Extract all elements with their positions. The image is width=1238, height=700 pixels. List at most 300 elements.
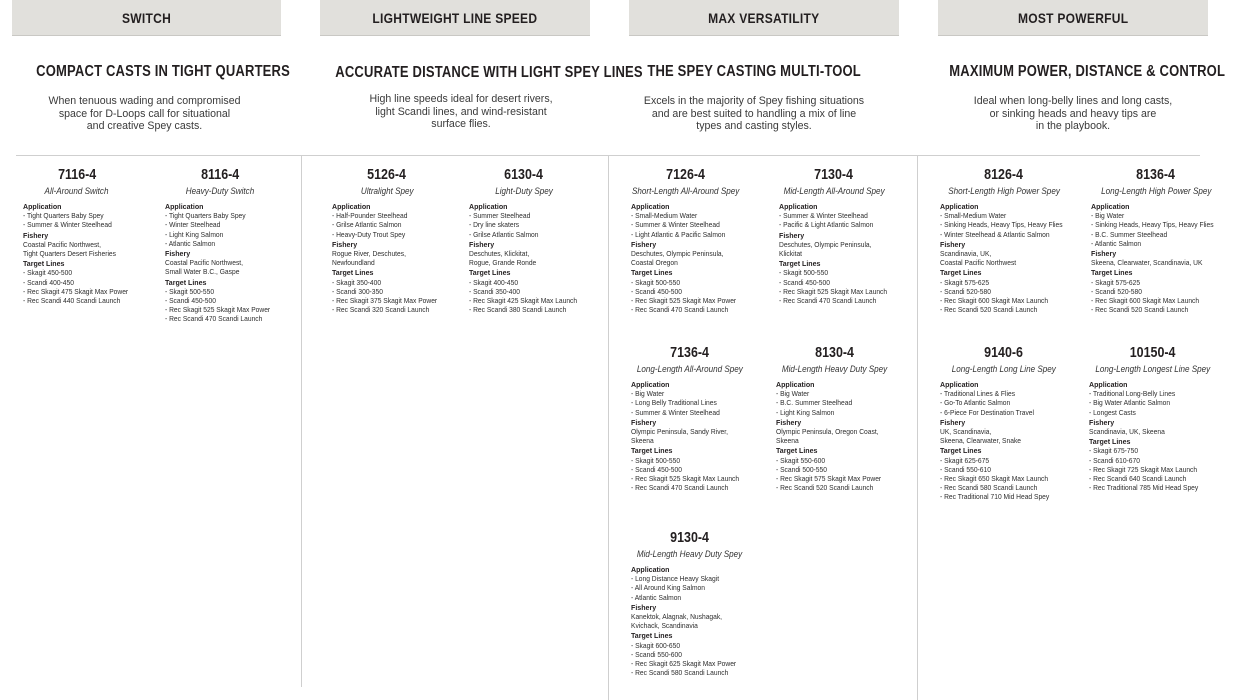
spec-line: - Scandi 550-600: [631, 649, 682, 659]
target-lines-item: [1091, 287, 1238, 296]
section-heading: Application: [165, 202, 204, 211]
rod-type-label: Mid-Length Heavy Duty Spey: [637, 549, 743, 559]
application-item: [779, 211, 929, 220]
application-label: [631, 202, 781, 211]
rod-model-number: 8130-4: [815, 345, 855, 361]
spec-line: - Rec Scandi 520 Scandi Launch: [1091, 305, 1189, 315]
spec-line: UK, Scandinavia,: [940, 427, 992, 437]
spec-line: - Traditional Long-Belly Lines: [1089, 389, 1176, 399]
spec-line: - Skagit 500-550: [779, 268, 829, 278]
target-lines-label: [1089, 437, 1238, 446]
spec-line: - Rec Skagit 600 Skagit Max Launch: [1091, 296, 1200, 306]
target-lines-item: [940, 278, 1090, 287]
spec-line: - Scandi 500-550: [776, 464, 827, 474]
column-title: ACCURATE DISTANCE WITH LIGHT SPEY LINES: [335, 64, 643, 81]
rod-model: [1066, 167, 1238, 184]
application-item: [1091, 211, 1238, 220]
target-lines-item: [631, 287, 781, 296]
column-description: High line speeds ideal for desert rivers, light Scandi lines, and wind-resistant surface flies.: [369, 93, 553, 130]
application-item: [631, 220, 781, 229]
rod-model: [434, 167, 614, 184]
application-label: [631, 380, 781, 389]
fishery-label: [779, 231, 929, 240]
application-label: [779, 202, 929, 211]
rod-model: [744, 167, 924, 184]
fishery-item: [332, 249, 482, 258]
section-heading: Application: [631, 565, 670, 574]
section-heading: Application: [332, 202, 371, 211]
target-lines-item: [940, 465, 1090, 474]
application-item: [332, 220, 482, 229]
rod-model-number: 5126-4: [367, 167, 407, 183]
spec-line: - Rec Scandi 380 Scandi Launch: [469, 305, 567, 315]
application-item: [776, 408, 926, 417]
target-lines-item: [1089, 446, 1238, 455]
target-lines-label: [779, 259, 929, 268]
application-item: [631, 408, 781, 417]
target-lines-label: [469, 268, 619, 277]
section-heading: Application: [631, 202, 670, 211]
rod-type-label: Light-Duty Spey: [495, 186, 553, 196]
spec-line: - B.C. Summer Steelhead: [1091, 229, 1168, 239]
rod-type-label: Long-Length Longest Line Spey: [1095, 364, 1211, 374]
section-heading: Fishery: [631, 602, 657, 612]
fishery-label: [940, 240, 1090, 249]
target-lines-item: [779, 296, 929, 305]
spec-line: - Scandi 520-580: [940, 286, 991, 296]
fishery-item: [469, 258, 619, 267]
fishery-label: [165, 249, 315, 258]
section-heading: Fishery: [1091, 249, 1117, 259]
rod-type-label: Mid-Length All-Around Spey: [783, 186, 885, 196]
rod-spec-block: [1091, 167, 1238, 314]
fishery-label: [23, 231, 173, 240]
spec-line: - Scandi 450-500: [631, 464, 682, 474]
rod-spec-block: [631, 530, 781, 677]
section-heading: Fishery: [332, 239, 358, 249]
spec-line: - Sinking Heads, Heavy Tips, Heavy Flies: [1091, 220, 1214, 230]
application-item: [23, 211, 173, 220]
target-lines-item: [631, 456, 781, 465]
application-item: [332, 230, 482, 239]
spec-line: Tight Quarters Desert Fisheries: [23, 249, 116, 259]
rod-model-number: 10150-4: [1130, 345, 1176, 361]
target-lines-item: [940, 474, 1090, 483]
fishery-label: [1089, 418, 1238, 427]
spec-line: - Rec Scandi 640 Scandi Launch: [1089, 474, 1187, 484]
spec-line: - Small-Medium Water: [631, 211, 698, 221]
target-lines-label: [23, 259, 173, 268]
application-item: [1091, 230, 1238, 239]
section-heading: Fishery: [165, 249, 191, 259]
spec-line: - Rec Skagit 525 Skagit Max Power: [165, 305, 271, 315]
spec-line: Rogue, Grande Ronde: [469, 258, 537, 268]
application-item: [165, 230, 315, 239]
spec-line: Coastal Pacific Northwest,: [23, 239, 102, 249]
application-item: [776, 398, 926, 407]
target-lines-item: [631, 650, 781, 659]
section-heading: Fishery: [631, 239, 657, 249]
spec-line: Deschutes, Olympic Peninsula,: [631, 249, 724, 259]
spec-line: - Grilse Atlantic Salmon: [332, 220, 402, 230]
application-item: [1091, 220, 1238, 229]
application-item: [23, 220, 173, 229]
fishery-item: [940, 436, 1090, 445]
target-lines-label: [940, 446, 1090, 455]
spec-line: Small Water B.C., Gaspe: [165, 267, 240, 277]
spec-line: Klickitat: [779, 249, 803, 259]
spec-line: - All Around King Salmon: [631, 583, 705, 593]
spec-line: - Rec Skagit 625 Skagit Max Power: [631, 659, 737, 669]
spec-line: - 6-Piece For Destination Travel: [940, 407, 1035, 417]
fishery-label: [631, 603, 781, 612]
target-lines-item: [940, 305, 1090, 314]
spec-line: - Grilse Atlantic Salmon: [469, 229, 539, 239]
rod-model-number: 6130-4: [504, 167, 544, 183]
column-heading-max-versatility: [614, 63, 894, 133]
application-item: [631, 211, 781, 220]
spec-line: - Rec Scandi 470 Scandi Launch: [631, 305, 729, 315]
fishery-item: [776, 427, 926, 436]
spec-line: - Heavy-Duty Trout Spey: [332, 229, 406, 239]
spec-line: - Small-Medium Water: [940, 211, 1007, 221]
target-lines-item: [1091, 278, 1238, 287]
rod-spec-block: [165, 167, 315, 324]
spec-line: - Winter Steelhead & Atlantic Salmon: [940, 229, 1050, 239]
column-title: MAXIMUM POWER, DISTANCE & CONTROL: [949, 63, 1226, 80]
spec-line: - Light Atlantic & Pacific Salmon: [631, 229, 726, 239]
fishery-item: [631, 427, 781, 436]
section-heading: Target Lines: [940, 268, 982, 278]
tab-switch[interactable]: [12, 0, 281, 36]
column-title: COMPACT CASTS IN TIGHT QUARTERS: [36, 63, 290, 80]
target-lines-item: [631, 641, 781, 650]
spec-line: - Atlantic Salmon: [165, 238, 216, 248]
section-heading: Fishery: [779, 230, 805, 240]
spec-line: - Summer & Winter Steelhead: [779, 211, 868, 221]
target-lines-item: [631, 483, 781, 492]
application-label: [631, 565, 781, 574]
rod-type: [1066, 186, 1238, 197]
spec-line: - Big Water: [631, 389, 665, 399]
section-heading: Target Lines: [23, 259, 65, 269]
spec-line: Skeena: [776, 436, 799, 446]
target-lines-item: [165, 305, 315, 314]
section-heading: Target Lines: [1089, 437, 1131, 447]
application-label: [1089, 380, 1238, 389]
spec-line: - Tight Quarters Baby Spey: [165, 211, 246, 221]
spec-line: - Summer & Winter Steelhead: [23, 220, 112, 230]
application-item: [469, 230, 619, 239]
section-heading: Target Lines: [631, 268, 673, 278]
rod-model-number: 8116-4: [200, 167, 240, 183]
target-lines-label: [631, 268, 781, 277]
application-label: [940, 380, 1090, 389]
spec-line: - Sinking Heads, Heavy Tips, Heavy Flies: [940, 220, 1063, 230]
section-heading: Application: [469, 202, 508, 211]
application-item: [779, 220, 929, 229]
target-lines-item: [940, 456, 1090, 465]
target-lines-item: [776, 483, 926, 492]
target-lines-label: [332, 268, 482, 277]
fishery-item: [1091, 258, 1238, 267]
application-item: [631, 398, 781, 407]
spec-line: - Rec Traditional 785 Mid Head Spey: [1089, 483, 1199, 493]
spec-line: - B.C. Summer Steelhead: [776, 398, 853, 408]
application-label: [776, 380, 926, 389]
fishery-item: [332, 258, 482, 267]
section-heading: Fishery: [940, 417, 966, 427]
target-lines-item: [779, 268, 929, 277]
target-lines-item: [332, 305, 482, 314]
rod-type-label: Heavy-Duty Switch: [185, 186, 255, 196]
spec-line: - Rec Skagit 725 Skagit Max Launch: [1089, 464, 1198, 474]
spec-line: - Skagit 450-500: [23, 268, 73, 278]
target-lines-item: [1089, 465, 1238, 474]
tab-label: MOST POWERFUL: [1017, 9, 1129, 26]
target-lines-item: [469, 287, 619, 296]
fishery-item: [631, 249, 781, 258]
spec-line: - Scandi 450-500: [779, 277, 830, 287]
rod-type: [1063, 364, 1238, 375]
spec-line: - Scandi 610-670: [1089, 455, 1140, 465]
column-description: Excels in the majority of Spey fishing situations and are best suited to handling a mix of line types and casting styles.: [643, 95, 865, 132]
spec-line: - Rec Scandi 580 Scandi Launch: [940, 483, 1038, 493]
rod-model-number: 7136-4: [670, 345, 710, 361]
spec-line: - Rec Skagit 600 Skagit Max Launch: [940, 296, 1049, 306]
rod-type: [744, 186, 924, 197]
rod-model: [130, 167, 310, 184]
section-heading: Application: [776, 380, 815, 389]
spec-line: - Rec Scandi 320 Scandi Launch: [332, 305, 430, 315]
section-heading: Application: [1091, 202, 1130, 211]
application-item: [940, 389, 1090, 398]
spec-line: - Summer & Winter Steelhead: [631, 220, 720, 230]
application-item: [1089, 408, 1238, 417]
spec-line: Deschutes, Olympic Peninsula,: [779, 239, 872, 249]
spec-line: - Scandi 300-350: [332, 286, 383, 296]
spec-line: - Atlantic Salmon: [1091, 238, 1142, 248]
spec-line: - Skagit 675-750: [1089, 446, 1139, 456]
spec-line: - Rec Skagit 425 Skagit Max Launch: [469, 296, 578, 306]
section-heading: Fishery: [631, 417, 657, 427]
spec-line: - Long Belly Traditional Lines: [631, 398, 717, 408]
rod-type: [745, 364, 925, 375]
fishery-item: [776, 436, 926, 445]
target-lines-item: [469, 305, 619, 314]
spec-line: Skeena, Clearwater, Snake: [940, 436, 1022, 446]
rod-type: [600, 549, 780, 560]
rod-type: [130, 186, 310, 197]
application-item: [631, 389, 781, 398]
target-lines-item: [1089, 474, 1238, 483]
spec-line: - Pacific & Light Atlantic Salmon: [779, 220, 874, 230]
target-lines-item: [631, 278, 781, 287]
fishery-label: [631, 418, 781, 427]
rod-spec-block: [776, 345, 926, 492]
rod-model: [745, 345, 925, 362]
target-lines-item: [23, 287, 173, 296]
section-heading: Target Lines: [332, 268, 374, 278]
spec-line: - Rec Skagit 525 Skagit Max Power: [631, 296, 737, 306]
application-item: [940, 220, 1090, 229]
tab-label: SWITCH: [121, 9, 172, 26]
spec-line: - Rec Scandi 580 Scandi Launch: [631, 668, 729, 678]
target-lines-item: [631, 668, 781, 677]
rod-model-number: 9140-6: [984, 345, 1024, 361]
spec-line: - Winter Steelhead: [165, 220, 221, 230]
fishery-item: [940, 427, 1090, 436]
spec-line: Rogue River, Deschutes,: [332, 249, 406, 259]
section-heading: Target Lines: [779, 259, 821, 269]
target-lines-item: [779, 287, 929, 296]
spec-line: - Rec Skagit 650 Skagit Max Launch: [940, 474, 1049, 484]
rod-type-label: Short-Length All-Around Spey: [632, 186, 740, 196]
section-heading: Target Lines: [631, 446, 673, 456]
section-heading: Fishery: [1089, 417, 1115, 427]
spec-line: - Skagit 625-675: [940, 455, 990, 465]
target-lines-item: [469, 278, 619, 287]
tab-lightweight-line-speed[interactable]: [320, 0, 590, 36]
spec-line: - Tight Quarters Baby Spey: [23, 211, 104, 221]
fishery-label: [940, 418, 1090, 427]
tab-max-versatility[interactable]: [629, 0, 899, 36]
section-heading: Fishery: [23, 230, 49, 240]
spec-line: - Dry line skaters: [469, 220, 520, 230]
application-label: [469, 202, 619, 211]
spec-line: - Rec Scandi 520 Scandi Launch: [940, 305, 1038, 315]
spec-line: - Long Distance Heavy Skagit: [631, 574, 720, 584]
section-heading: Application: [631, 380, 670, 389]
section-heading: Target Lines: [1091, 268, 1133, 278]
spec-line: Olympic Peninsula, Sandy River,: [631, 427, 728, 437]
fishery-item: [631, 258, 781, 267]
tab-label: MAX VERSATILITY: [708, 9, 820, 26]
rod-type-label: Short-Length High Power Spey: [948, 186, 1060, 196]
target-lines-item: [165, 314, 315, 323]
spec-line: - Traditional Lines & Flies: [940, 389, 1016, 399]
target-lines-item: [940, 296, 1090, 305]
application-label: [940, 202, 1090, 211]
spec-line: - Skagit 500-550: [165, 286, 215, 296]
tab-most-powerful[interactable]: [938, 0, 1208, 36]
section-heading: Application: [1089, 380, 1128, 389]
target-lines-item: [779, 278, 929, 287]
fishery-item: [631, 436, 781, 445]
column-heading-most-powerful: [923, 63, 1226, 133]
fishery-item: [779, 240, 929, 249]
target-lines-label: [631, 446, 781, 455]
target-lines-item: [776, 474, 926, 483]
spec-line: - Big Water: [1091, 211, 1125, 221]
spec-line: - Big Water: [776, 389, 810, 399]
rod-type-label: Ultralight Spey: [360, 186, 414, 196]
spec-line: - Go-To Atlantic Salmon: [940, 398, 1011, 408]
rod-type-label: Long-Length High Power Spey: [1100, 186, 1212, 196]
section-heading: Target Lines: [776, 446, 818, 456]
target-lines-item: [332, 287, 482, 296]
application-item: [776, 389, 926, 398]
target-lines-item: [1089, 483, 1238, 492]
spec-line: - Scandi 400-450: [23, 277, 74, 287]
fishery-label: [631, 240, 781, 249]
spec-line: - Scandi 450-500: [165, 296, 216, 306]
spec-line: - Summer Steelhead: [469, 211, 531, 221]
section-heading: Fishery: [940, 239, 966, 249]
tab-label: LIGHTWEIGHT LINE SPEED: [372, 9, 538, 26]
spec-line: - Rec Skagit 575 Skagit Max Power: [776, 474, 882, 484]
section-heading: Application: [23, 202, 62, 211]
fishery-label: [776, 418, 926, 427]
target-lines-item: [940, 483, 1090, 492]
target-lines-item: [332, 296, 482, 305]
spec-line: Scandinavia, UK, Skeena: [1089, 427, 1165, 437]
spec-line: - Rec Scandi 470 Scandi Launch: [165, 314, 263, 324]
target-lines-item: [631, 659, 781, 668]
target-lines-label: [631, 631, 781, 640]
spec-line: Skeena, Clearwater, Scandinavia, UK: [1091, 258, 1203, 268]
section-heading: Application: [779, 202, 818, 211]
section-heading: Fishery: [776, 417, 802, 427]
fishery-label: [469, 240, 619, 249]
target-lines-item: [776, 456, 926, 465]
spec-line: - Rec Skagit 525 Skagit Max Launch: [779, 286, 888, 296]
spec-line: - Half-Pounder Steelhead: [332, 211, 408, 221]
target-lines-item: [165, 296, 315, 305]
column-title: THE SPEY CASTING MULTI-TOOL: [647, 63, 861, 80]
rod-type-label: Long-Length Long Line Spey: [951, 364, 1057, 374]
rod-model-number: 8126-4: [984, 167, 1024, 183]
fishery-label: [332, 240, 482, 249]
target-lines-item: [165, 287, 315, 296]
spec-line: - Rec Scandi 470 Scandi Launch: [779, 296, 877, 306]
spec-line: - Rec Skagit 475 Skagit Max Power: [23, 286, 129, 296]
target-lines-item: [940, 492, 1090, 501]
spec-line: - Skagit 575-625: [940, 277, 990, 287]
application-item: [165, 211, 315, 220]
spec-line: Coastal Oregon: [631, 258, 678, 268]
rod-type-label: All-Around Switch: [45, 186, 109, 196]
fishery-item: [165, 258, 315, 267]
fishery-item: [469, 249, 619, 258]
spec-line: Scandinavia, UK,: [940, 249, 992, 259]
spec-line: - Scandi 520-580: [1091, 286, 1142, 296]
application-label: [1091, 202, 1238, 211]
spec-line: - Big Water Atlantic Salmon: [1089, 398, 1171, 408]
target-lines-item: [23, 268, 173, 277]
rod-spec-block: [779, 167, 929, 305]
spec-line: - Atlantic Salmon: [631, 592, 682, 602]
section-heading: Target Lines: [469, 268, 511, 278]
application-item: [631, 230, 781, 239]
spec-line: Deschutes, Klickitat,: [469, 249, 530, 259]
section-heading: Application: [940, 380, 979, 389]
rod-spec-block: [1089, 345, 1238, 492]
rod-model-number: 7116-4: [57, 167, 97, 183]
spec-line: - Summer & Winter Steelhead: [631, 407, 720, 417]
section-heading: Application: [940, 202, 979, 211]
fishery-item: [1089, 427, 1238, 436]
target-lines-item: [1091, 305, 1238, 314]
application-item: [631, 574, 781, 583]
rod-model-number: 9130-4: [670, 530, 710, 546]
fishery-item: [23, 249, 173, 258]
target-lines-item: [631, 474, 781, 483]
spec-line: - Skagit 350-400: [332, 277, 382, 287]
column-heading-lightweight: [306, 64, 643, 131]
column-description: Ideal when long-belly lines and long casts, or sinking heads and heavy tips are in the playbook.: [973, 95, 1173, 132]
spec-line: - Rec Scandi 470 Scandi Launch: [631, 483, 729, 493]
